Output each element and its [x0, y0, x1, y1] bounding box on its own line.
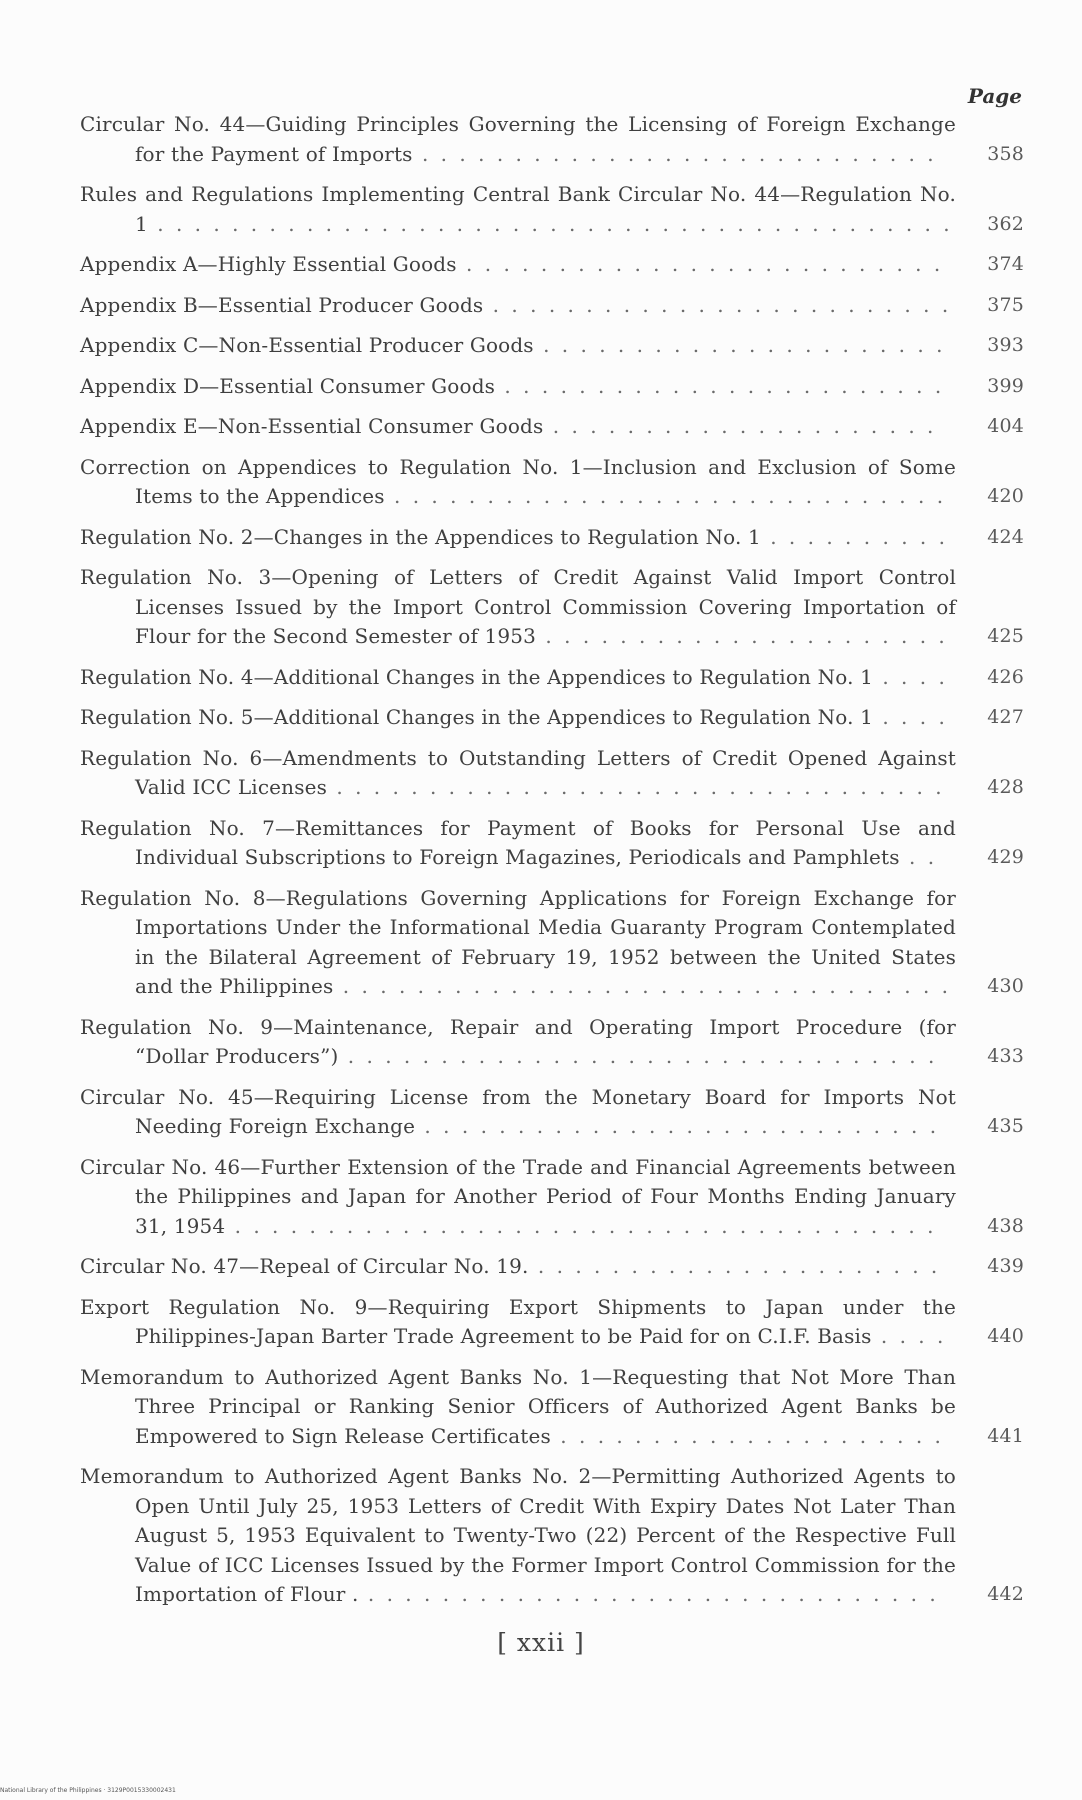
- toc-entry-page-number: 439: [987, 1255, 1024, 1277]
- toc-entry-page-number: 358: [987, 142, 1024, 165]
- toc-entry: [80, 291, 1024, 321]
- toc-entry-page-number: 441: [987, 1424, 1024, 1447]
- dot-leader: . .: [899, 845, 938, 869]
- dot-leader: . . . . . . . . . . . . . . . . . . . . .: [550, 1423, 944, 1448]
- toc-entry-title-text: Circular No. 46—Further Extension of the Trade and Financial Agreements between the Philippines and Japan for Another Period of Four Months Ending January 31, 1954: [80, 1154, 956, 1238]
- toc-entry-title: [80, 563, 956, 652]
- toc-entry-title: [80, 412, 956, 442]
- dot-leader: . . . .: [872, 705, 948, 729]
- toc-entry-title-text: Regulation No. 5—Additional Changes in the Appendices to Regulation No. 1: [80, 705, 873, 729]
- toc-entry: [80, 180, 1024, 239]
- toc-entry-page-number: 435: [987, 1115, 1024, 1137]
- toc-entry-page-number: 442: [987, 1583, 1024, 1605]
- dot-leader: . . . . . . . . . . . . . . . . . . . . . . . .: [495, 373, 945, 398]
- toc-entry-page-number: 440: [987, 1325, 1024, 1347]
- toc-entry: [80, 1013, 1024, 1072]
- toc-entry-title: [80, 523, 956, 553]
- toc-entry-title-text: Regulation No. 7—Remittances for Payment of Books for Personal Use and Individual Subscriptions to Foreign Magazines, Periodicals and Pamphlets: [80, 815, 956, 869]
- toc-entry-title: [80, 180, 956, 239]
- dot-leader: . . . . . . . . . . . . . . . . . . . . . . . . . . . . . . . . . . . . . . . . . . .: [147, 211, 953, 236]
- dot-leader: . . . . . . . . . . . . . . . . . . . . . . . . . . . .: [412, 141, 937, 166]
- toc-entry-page-number: 375: [987, 293, 1024, 316]
- toc-entry-page-number: 420: [987, 485, 1024, 507]
- toc-entry-title-text: Circular No. 44—Guiding Principles Governing the Licensing of Foreign Exchange for the Payment of Imports: [80, 112, 956, 166]
- toc-entry-title-text: Regulation No. 3—Opening of Letters of Credit Against Valid Import Control Licenses Issued by the Import Control Commission Covering Importation of Flour for the Second Semester of 1953: [80, 565, 956, 648]
- toc-entry: [80, 331, 1024, 361]
- toc-entry-page-number: 374: [987, 253, 1024, 275]
- dot-leader: . . . . . . . . . . . . . . . . . . . . . . . . . . . . . . .: [358, 1582, 939, 1606]
- toc-entry-title-text: Appendix C—Non-Essential Producer Goods: [80, 333, 534, 357]
- toc-entry: [80, 523, 1024, 553]
- toc-entry-page-number: 429: [987, 846, 1024, 868]
- toc-entry-page-number: 362: [987, 212, 1024, 235]
- toc-entry-title: [80, 814, 956, 873]
- toc-entry-title-text: Correction on Appendices to Regulation No. 1—Inclusion and Exclusion of Some Items to the Appendices: [80, 454, 956, 508]
- toc-entry: [80, 744, 1024, 803]
- toc-entry-title: [80, 663, 956, 693]
- toc-entry-title-text: Appendix E—Non-Essential Consumer Goods: [80, 414, 544, 438]
- toc-entry: [80, 1083, 1024, 1142]
- toc-entry-title-text: Appendix B—Essential Producer Goods: [80, 292, 484, 317]
- toc-entry-page-number: 399: [987, 374, 1024, 397]
- dot-leader: . . . . . . . . . . . . . . . . . . . . . . . . . . . . . . . . .: [327, 775, 945, 799]
- toc-entry-title-text: Regulation No. 4—Additional Changes in the Appendices to Regulation No. 1: [80, 664, 873, 689]
- toc-entry: [80, 453, 1024, 512]
- toc-entry-title: [80, 1462, 956, 1610]
- toc-entry-title-text: Regulation No. 8—Regulations Governing Applications for Foreign Exchange for Importations Under the Informational Media Guaranty Program Contemplated in the Bilateral Agreement of February 19, 1952 between the United States and the Philippines: [80, 885, 956, 998]
- toc-entry: [80, 110, 1024, 169]
- toc-entry-page-number: 438: [987, 1214, 1024, 1237]
- toc-entry-title-text: Appendix A—Highly Essential Goods: [80, 252, 457, 276]
- dot-leader: . . . . . . . . . . . . . . . . . . . . . .: [536, 624, 948, 648]
- dot-leader: . . . .: [872, 664, 948, 689]
- toc-entry: [80, 814, 1024, 873]
- dot-leader: . . . . . . . . . . . . . . . . . . . . . . . . . . . . . . . . .: [333, 974, 952, 998]
- toc-entry: [80, 1363, 1024, 1452]
- toc-entry: [80, 1293, 1024, 1352]
- toc-entry: [80, 884, 1024, 1002]
- toc-entry-page-number: 426: [987, 665, 1024, 688]
- toc-entry-title: [80, 1363, 956, 1452]
- toc-entry-title: [80, 1083, 956, 1142]
- toc-entry-page-number: 393: [987, 334, 1024, 356]
- toc-entry: [80, 412, 1024, 442]
- toc-entry: [80, 663, 1024, 693]
- toc-entry: [80, 372, 1024, 402]
- dot-leader: . . . . . . . . . . . . . . . . . . . . . .: [528, 1254, 941, 1278]
- toc-entry-title: [80, 250, 956, 280]
- toc-entry-title-text: Regulation No. 2—Changes in the Appendices to Regulation No. 1: [80, 524, 761, 549]
- dot-leader: . . . . . . . . . . . . . . . . . . . . . . . . . .: [456, 252, 944, 276]
- toc-entry-page-number: 425: [987, 625, 1024, 647]
- toc-entry-title: [80, 703, 956, 733]
- toc-entry-page-number: 424: [987, 525, 1024, 548]
- toc-entry-title: [80, 1013, 956, 1072]
- toc-entry-title-text: Regulation No. 9—Maintenance, Repair and Operating Import Procedure (for “Dollar Producers”): [80, 1014, 956, 1068]
- toc-entry-title: [80, 291, 956, 321]
- dot-leader: . . . . . . . . . . . . . . . . . . . . . .: [533, 333, 946, 357]
- toc-entry: [80, 250, 1024, 280]
- toc-entry: [80, 563, 1024, 652]
- toc-entry-title-text: Rules and Regulations Implementing Central Bank Circular No. 44—Regulation No. 1: [80, 182, 956, 236]
- toc-entry: [80, 1153, 1024, 1242]
- toc-entry-page-number: 404: [987, 415, 1024, 437]
- scan-credit: National Library of the Philippines · 3129P0015330002431: [0, 1787, 176, 1794]
- toc-entry-title: [80, 1153, 956, 1242]
- toc-entry: [80, 1462, 1024, 1610]
- dot-leader: . . . . . . . . . .: [760, 524, 948, 549]
- toc-entry-title: [80, 1293, 956, 1352]
- toc-entry-page-number: 428: [987, 776, 1024, 798]
- toc-entry-title: [80, 1252, 956, 1282]
- dot-leader: . . . . . . . . . . . . . . . . . . . . .: [543, 414, 937, 438]
- toc-entry-title-text: Circular No. 47—Repeal of Circular No. 19.: [80, 1254, 529, 1278]
- dot-leader: . . . . . . . . . . . . . . . . . . . . . . . . . . . . . . . .: [338, 1044, 938, 1068]
- page-column-heading: Page: [967, 84, 1022, 108]
- toc-entry-title: [80, 884, 956, 1002]
- toc-entry: [80, 1252, 1024, 1282]
- toc-entry-title: [80, 372, 956, 402]
- toc-entry-title: [80, 453, 956, 512]
- dot-leader: . . . .: [871, 1324, 947, 1348]
- toc-entry-page-number: 427: [987, 706, 1024, 728]
- toc-entry-page-number: 430: [987, 975, 1024, 997]
- toc-entry-title-text: Appendix D—Essential Consumer Goods: [80, 373, 496, 398]
- toc-entry-page-number: 433: [987, 1045, 1024, 1067]
- page-folio: [ xxii ]: [497, 1628, 585, 1657]
- toc-entry-title-text: Circular No. 45—Requiring License from the Monetary Board for Imports Not Needing Foreign Exchange: [80, 1084, 956, 1138]
- toc-entry-title-text: Memorandum to Authorized Agent Banks No. 1—Requesting that Not More Than Three Principal or Ranking Senior Officers of Authorized Agent Banks be Empowered to Sign Release Certificates: [80, 1364, 956, 1448]
- dot-leader: . . . . . . . . . . . . . . . . . . . . . . . . .: [483, 292, 952, 317]
- toc-entry-title: [80, 744, 956, 803]
- toc-entry-title-text: Regulation No. 6—Amendments to Outstanding Letters of Credit Opened Against Valid ICC Licenses: [80, 745, 956, 799]
- table-of-contents: [80, 110, 1024, 1621]
- toc-entry-title: [80, 331, 956, 361]
- dot-leader: . . . . . . . . . . . . . . . . . . . . . . . . . . . . . . . . . . . . . .: [225, 1213, 937, 1238]
- dot-leader: . . . . . . . . . . . . . . . . . . . . . . . . . . . . . .: [384, 484, 947, 508]
- dot-leader: . . . . . . . . . . . . . . . . . . . . . . . . . . . .: [415, 1114, 940, 1138]
- toc-entry-title-text: Export Regulation No. 9—Requiring Export Shipments to Japan under the Philippines-Japan Barter Trade Agreement to be Paid for on C.I.F. Basis: [80, 1294, 956, 1348]
- toc-entry: [80, 703, 1024, 733]
- toc-entry-title-text: Memorandum to Authorized Agent Banks No. 2—Permitting Authorized Agents to Open Until July 25, 1953 Letters of Credit With Expiry Dates Not Later Than August 5, 1953 Equivalent to Twenty-Two (22) Percent of the Respective Full Value of ICC Licenses Issued by the Former Import Control Commission for the Importation of Flour .: [80, 1464, 956, 1606]
- toc-entry-title: [80, 110, 956, 169]
